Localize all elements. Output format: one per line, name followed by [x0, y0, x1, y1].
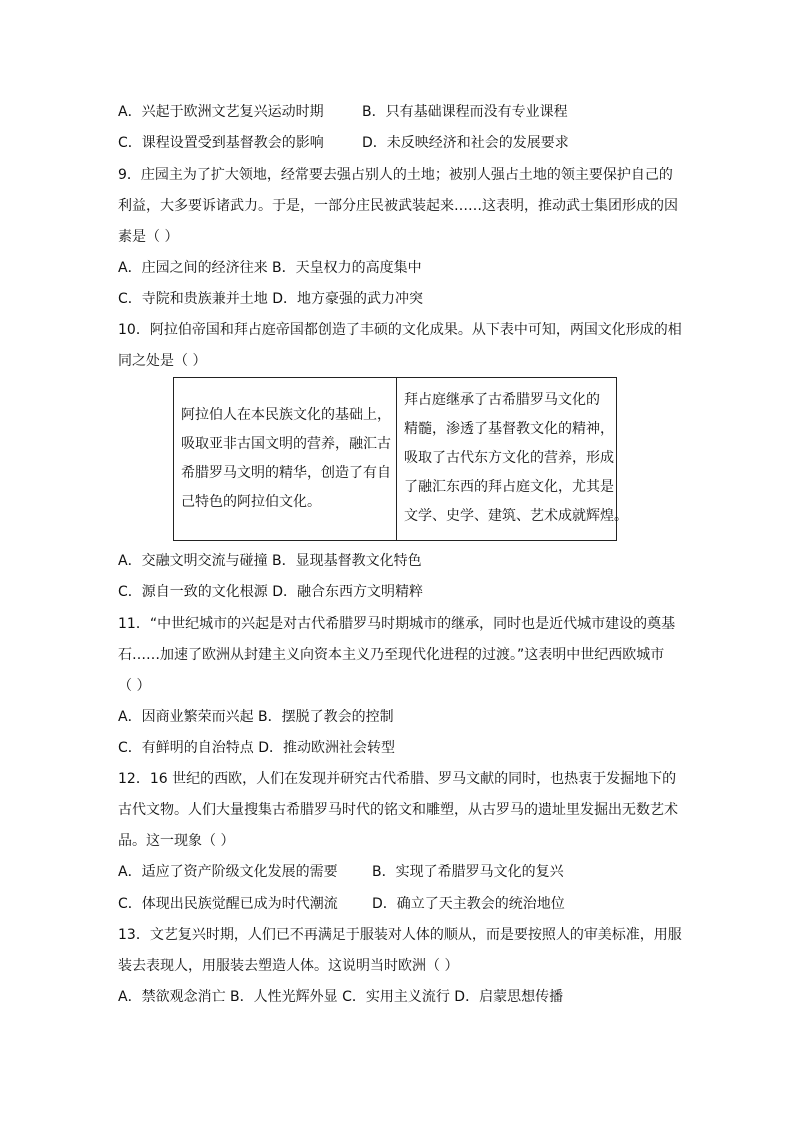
table-left-line-2: 吸取亚非古国文明的营养，融汇古 [181, 436, 391, 452]
q8-option-c: C．课程设置受到基督教会的影响 [118, 135, 324, 151]
table-right-line-3: 吸取了古代东方文化的营养，形成 [404, 450, 614, 466]
table-divider [396, 378, 397, 540]
q9-options-ab: A．庄园之间的经济往来 B．天皇权力的高度集中 [118, 260, 422, 276]
q11-options-ab: A．因商业繁荣而兴起 B．摆脱了教会的控制 [118, 709, 394, 725]
q12-option-c: C．体现出民族觉醒已成为时代潮流 [118, 896, 338, 912]
q9-stem-line-2: 利益，大多要诉诸武力。于是，一部分庄民被武装起来……这表明，推动武士集团形成的因 [118, 198, 678, 214]
q10-options-cd: C．源自一致的文化根源 D．融合东西方文明精粹 [118, 584, 424, 600]
q11-options-cd: C．有鲜明的自治特点 D．推动欧洲社会转型 [118, 740, 396, 756]
q12-stem-line-2: 古代文物。人们大量搜集古希腊罗马时代的铭文和雕塑，从古罗马的遗址里发掘出无数艺术 [118, 802, 678, 818]
q11-stem-line-1: 11．“中世纪城市的兴起是对古代希腊罗马时期城市的继承，同时也是近代城市建设的奠基 [118, 616, 676, 632]
q12-option-d: D．确立了天主教会的统治地位 [372, 896, 565, 912]
q11-stem-line-2: 石……加速了欧洲从封建主义向资本主义乃至现代化进程的过渡。”这表明中世纪西欧城市 [118, 647, 665, 663]
q9-stem-line-1: 9．庄园主为了扩大领地，经常要去强占别人的土地；被别人强占土地的领主要保护自己的 [118, 167, 673, 183]
q10-options-ab: A．交融文明交流与碰撞 B．显现基督教文化特色 [118, 553, 422, 569]
table-right-line-2: 精髓，渗透了基督教文化的精神， [404, 421, 614, 437]
table-left-line-3: 希腊罗马文明的精华，创造了有自 [181, 465, 391, 481]
q9-stem-line-3: 素是（ ） [118, 229, 179, 245]
q12-stem-line-3: 品。这一现象（ ） [118, 833, 235, 849]
table-right-line-1: 拜占庭继承了古希腊罗马文化的 [404, 392, 600, 408]
table-right-line-5: 文学、史学、建筑、艺术成就辉煌。 [404, 508, 628, 524]
table-left-line-4: 己特色的阿拉伯文化。 [181, 494, 321, 510]
q12-option-a: A．适应了资产阶级文化发展的需要 [118, 864, 338, 880]
q10-stem-line-2: 同之处是（ ） [118, 353, 207, 369]
q13-stem-line-2: 装去表现人，用服装去塑造人体。这说明当时欧洲（ ） [118, 958, 459, 974]
table-right-line-4: 了融汇东西的拜占庭文化，尤其是 [404, 479, 614, 495]
table-left-line-1: 阿拉伯人在本民族文化的基础上， [181, 407, 391, 423]
q13-stem-line-1: 13．文艺复兴时期，人们已不再满足于服装对人体的顺从，而是要按照人的审美标准，用服 [118, 927, 682, 943]
q9-options-cd: C．寺院和贵族兼并土地 D．地方豪强的武力冲突 [118, 291, 424, 307]
q13-options: A．禁欲观念消亡 B．人性光辉外显 C．实用主义流行 D．启蒙思想传播 [118, 989, 564, 1005]
q12-option-b: B．实现了希腊罗马文化的复兴 [372, 864, 564, 880]
q11-stem-line-3: （ ） [118, 678, 151, 694]
q12-stem-line-1: 12．16 世纪的西欧，人们在发现并研究古代希腊、罗马文献的同时，也热衷于发掘地下的 [118, 771, 677, 787]
q8-option-b: B．只有基础课程而没有专业课程 [362, 104, 568, 120]
q10-stem-line-1: 10．阿拉伯帝国和拜占庭帝国都创造了丰硕的文化成果。从下表中可知，两国文化形成的相 [118, 322, 682, 338]
q8-option-d: D．未反映经济和社会的发展要求 [362, 135, 569, 151]
q8-option-a: A．兴起于欧洲文艺复兴运动时期 [118, 104, 324, 120]
